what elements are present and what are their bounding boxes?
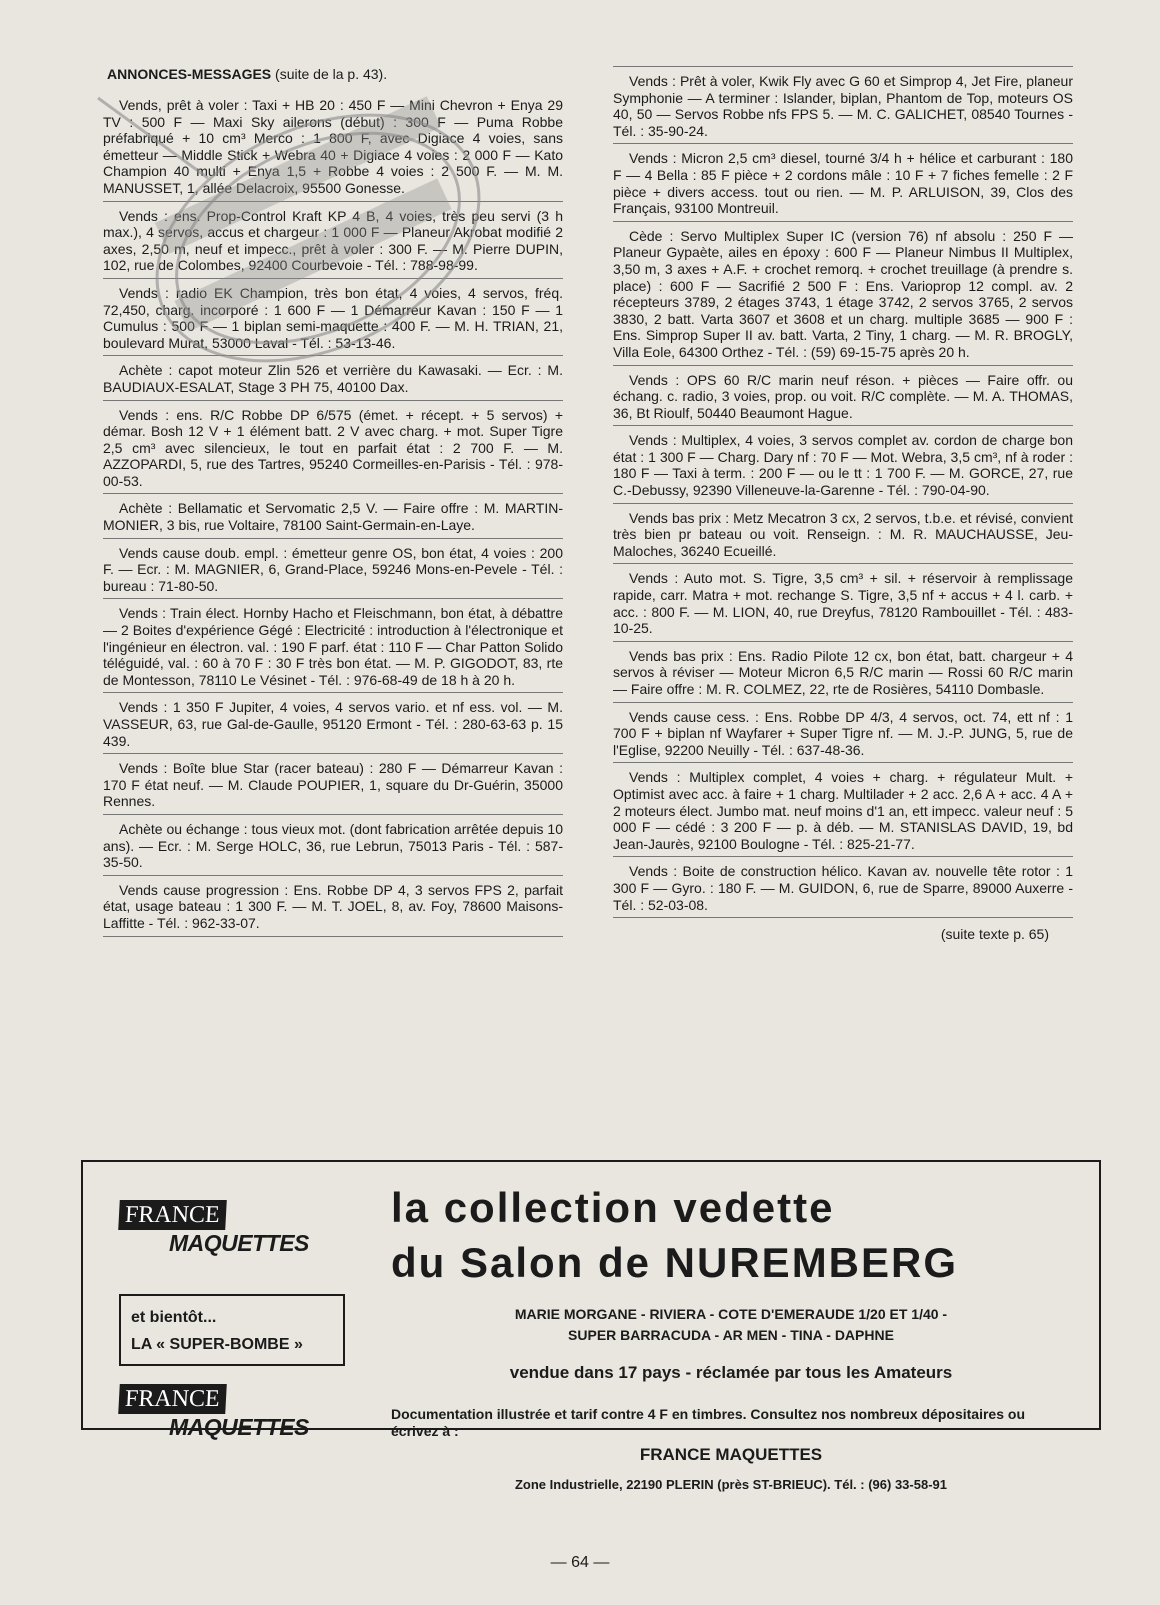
classified-ad xyxy=(103,494,563,538)
headline-line-1: la collection vedette xyxy=(391,1184,835,1231)
classified-ad xyxy=(103,91,563,202)
classified-ad xyxy=(103,279,563,356)
sold-countries: vendue dans 17 pays - réclamée par tous les Amateurs xyxy=(509,1363,953,1382)
france-maquettes-logo xyxy=(119,1200,329,1256)
classified-ad-text: Vends : Prêt à voler, Kwik Fly avec G 60 et Simprop 4, Jet Fire, planeur Symphonie — A terminer : Islander, biplan, Phantom de Top, moteurs OS 40, 50 — Servos Robbe nfs FPS 5. — M. C. GALICHET, 08540 Tournes - Tél. : 35-90-24. xyxy=(613,73,1073,139)
classified-ad-text: Achète : capot moteur Zlin 526 et verrière du Kawasaki. — Ecr. : M. BAUDIAUX-ESALAT, Stage 3 PH 75, 40100 Dax. xyxy=(103,362,563,395)
classified-ad-text: Cède : Servo Multiplex Super IC (version 76) nf absolu : 250 F — Planeur Gypaète, ailes en époxy : 600 F — Planeur Nimbus II Multiplex, 3,50 m, 3 axes + A.F. + crochet remorq. + crochet treuillage (à prendre s. place) : 600 F — Sacrifié 2 500 F : Ens. Varioprop 12 compl. av. 2 récepteurs 3789, 2 étages 3743, 1 étage 3742, 2 servos 3765, 2 servos 3830, 2 batt. Varta 3607 et 3608 et un charg. multiple 3685 — 900 F : Ens. Simprop Super II av. batt. Varta, 2 Tiny, 1 charg. — M. R. BROGLY, Villa Eole, 64300 Orthez - Tél. : (59) 69-15-75 après 20 h. xyxy=(613,227,1073,360)
super-bombe-box xyxy=(119,1294,345,1366)
classified-ad xyxy=(613,426,1073,503)
france-maquettes-advertisement xyxy=(81,1160,1101,1492)
soon-line: et bientôt... xyxy=(131,1309,217,1326)
model-list-line-1: MARIE MORGANE - RIVIERA - COTE D'EMERAUDE 1/20 ET 1/40 - xyxy=(514,1306,948,1322)
logo-word-maquettes: MAQUETTES xyxy=(169,1230,309,1256)
left-ads-list xyxy=(103,91,563,937)
classified-ad xyxy=(103,401,563,495)
documentation-note: Documentation illustrée et tarif contre 4 F en timbres. Consultez nos nombreux dépositaires ou écrivez à : xyxy=(391,1406,1025,1439)
continued-note: (suite texte p. 65) xyxy=(940,926,1049,943)
page-number: — 64 — xyxy=(550,1554,610,1571)
classified-ad-text: Vends : Micron 2,5 cm³ diesel, tourné 3/4 h + hélice et carburant : 180 F — 4 Bella : 85 F pièce + 2 cordons mâle : 10 F + 7 fiches femelle : 2 F pièce + divers access. tout ou rien. — M. P. ARLUISON, 39, Clos des Français, 93100 Montreuil. xyxy=(613,150,1073,217)
classified-ad xyxy=(103,754,563,815)
classified-ad xyxy=(613,366,1073,427)
classified-ad xyxy=(613,222,1073,366)
classified-ad-text: Vends : Boîte blue Star (racer bateau) : 280 F — Démarreur Kavan : 170 F état neuf. — M. Claude POUPIER, 1, square du Dr-Guérin, 35000 Rennes. xyxy=(103,760,563,810)
logo-word-france: FRANCE xyxy=(118,1200,226,1230)
classified-ad-text: Achète ou échange : tous vieux mot. (dont fabrication arrêtée depuis 10 ans). — Ecr. : M. Serge HOLC, 36, rue Lebrun, 75013 Paris - Tél. : 587-35-50. xyxy=(103,820,563,871)
classified-ad xyxy=(103,693,563,754)
right-ads-list xyxy=(613,66,1073,918)
classified-ad xyxy=(103,539,563,600)
classified-ad-text: Achète : Bellamatic et Servomatic 2,5 V. — Faire offre : M. MARTIN-MONIER, 3 bis, rue Voltaire, 78100 Saint-Germain-en-Laye. xyxy=(103,500,563,534)
model-list-line-2: SUPER BARRACUDA - AR MEN - TINA - DAPHNE xyxy=(568,1327,894,1343)
classified-ad xyxy=(103,876,563,937)
classified-ad xyxy=(103,202,563,279)
classified-ad-text: Vends : 1 350 F Jupiter, 4 voies, 4 servos vario. et nf ess. vol. — M. VASSEUR, 63, rue Gal-de-Gaulle, 95120 Ermont - Tél. : 280-63-63 p. 15 439. xyxy=(103,699,563,749)
classified-ad-text: Vends : OPS 60 R/C marin neuf réson. + pièces — Faire offr. ou échang. c. radio, 3 voies, prop. ou voit. R/C complète. — M. A. THOMAS, 36, Bt Rioulf, 50440 Beaumont Hague. xyxy=(613,371,1073,421)
classified-ad xyxy=(103,599,563,693)
classified-ad xyxy=(613,857,1073,918)
classified-ad-text: Vends : radio EK Champion, très bon état, 4 voies, 4 servos, fréq. 72,450, charg. incorporé : 1 600 F — 1 Démarreur Kavan : 150 F — 1 Cumulus : 500 F — 1 biplan semi-maquette : 400 F. — M. H. TRIAN, 21, boulevard Murat, 53000 Laval - Tél. : 53-13-46. xyxy=(103,284,563,351)
classified-ad xyxy=(103,815,563,876)
classified-ad-text: Vends : Multiplex, 4 voies, 3 servos complet av. cordon de charge bon état : 1 300 F — Charg. Dary nf : 70 F — Mot. Webra, 3,5 cm³, nf à roder : 180 F — Taxi à term. : 200 F — ou le tt : 1 700 F. — M. GORCE, 27, rue C.-Debussy, 92390 Villeneuve-la-Garenne - Tél. : 790-04-90. xyxy=(613,432,1073,499)
section-title: ANNONCES-MESSAGES (suite de la p. 43). xyxy=(107,66,388,82)
classified-ad-text: Vends : Boite de construction hélico. Kavan av. nouvelle tête rotor : 1 300 F — Gyro. : 180 F. — M. GUIDON, 6, rue de Sparre, 89000 Auxerre - Tél. : 52-03-08. xyxy=(613,863,1073,913)
classified-ad-text: Vends : Train élect. Hornby Hacho et Fleischmann, bon état, à débattre — 2 Boites d'expérience Gégé : Electricité : introduction à l'électronique et l'ingénieur en électron. val. : 190 F parf. état : 110 F — Char Patton Solido téléguidé, val. : 60 à 70 F : 30 F très bon état. — M. P. GIGODOT, 83, rte de Montesson, 78110 Le Vésinet - Tél. : 976-68-49 de 18 h à 20 h. xyxy=(103,605,563,688)
company-name: FRANCE MAQUETTES xyxy=(639,1445,823,1464)
company-address: Zone Industrielle, 22190 PLERIN (près ST-BRIEUC). Tél. : (96) 33-58-91 xyxy=(514,1477,947,1492)
classified-ad-text: Vends cause doub. empl. : émetteur genre OS, bon état, 4 voies : 200 F. — Ecr. : M. MAGNIER, 6, Grand-Place, 59246 Mons-en-Pevele - Tél. : bureau : 71-80-50. xyxy=(103,544,563,594)
classified-ad xyxy=(613,763,1073,857)
classified-ad-text: Vends cause progression : Ens. Robbe DP 4, 3 servos FPS 2, parfait état, usage bateau : 1 300 F. — M. T. JOEL, 8, av. Foy, 78600 Maisons-Laffitte - Tél. : 962-33-07. xyxy=(103,881,563,931)
left-column xyxy=(103,66,563,937)
headline-line-2: du Salon de NUREMBERG xyxy=(391,1239,959,1286)
classified-ad-text: Vends bas prix : Ens. Radio Pilote 12 cx, bon état, batt. chargeur + 4 servos à réviser — Moteur Micron 6,5 R/C marin — Rossi 60 R/C marin — Faire offre : M. R. COLMEZ, 22, rte de Rosières, 54110 Dombasle. xyxy=(613,647,1073,697)
logo-word-france: FRANCE xyxy=(118,1384,226,1414)
classified-ad-text: Vends, prêt à voler : Taxi + HB 20 : 450 F — Mini Chevron + Enya 29 TV : 500 F — Maxi Sky ailerons (début) : 300 F — Puma Robbe préfabriqué + 10 cm³ Merco : 1 800 F, avec Digiace 4 voies, sans émetteur — Middle Stick + Webra 40 + Digiace 4 voies : 2 000 F — Kato Champion 40 multi + Enya 1,5 + Robbe 4 voies : 2 500 F. — M. M. MANUSSET, 1, allée Delacroix, 95500 Gonesse. xyxy=(103,97,563,196)
classified-ad-text: Vends cause cess. : Ens. Robbe DP 4/3, 4 servos, oct. 74, ett nf : 1 700 F + biplan nf Wayfarer + Super Tigre nf. — M. J.-P. JUNG, 5, rue de l'Eglise, 92200 Neuilly - Tél. : 637-48-36. xyxy=(613,708,1073,758)
logo-word-maquettes: MAQUETTES xyxy=(169,1414,309,1440)
super-bombe-line: LA « SUPER-BOMBE » xyxy=(131,1336,303,1353)
right-column xyxy=(613,66,1073,943)
france-maquettes-logo-bottom xyxy=(119,1384,329,1440)
model-list xyxy=(391,1304,1071,1346)
classified-ad xyxy=(613,642,1073,703)
ad-headline xyxy=(391,1180,1071,1290)
classified-ad xyxy=(613,564,1073,641)
classified-ad xyxy=(613,504,1073,565)
classified-ad xyxy=(613,703,1073,764)
classified-ad-text: Vends : ens. R/C Robbe DP 6/575 (émet. + récept. + 5 servos) + démar. Bosh 12 V + 1 élément batt. 2 V avec charg. + mot. Super Tigre 2,5 cm³ avec silencieux, le tout en parfait état : 2 700 F. — M. AZZOPARDI, 5, rue des Tartres, 95240 Cormeilles-en-Parisis - Tél. : 978-00-53. xyxy=(103,406,563,489)
classified-ad xyxy=(613,66,1073,144)
classified-ad-text: Vends : Multiplex complet, 4 voies + charg. + régulateur Mult. + Optimist avec acc. à faire + 1 charg. Multilader + 2 acc. 2,6 A + acc. 4 A + 2 moteurs élect. Jumbo mat. neuf moins d'1 an, ett impecc. valeur neuf : 5 000 F — cédé : 3 200 F — p. à déb. — M. STANISLAS DAVID, 19, bd Jean-Jaurès, 92100 Boulogne - Tél. : 825-21-77. xyxy=(613,769,1073,852)
classified-ad-text: Vends : ens. Prop-Control Kraft KP 4 B, 4 voies, très peu servi (3 h max.), 4 servos, accus et chargeur : 1 000 F — Planeur Akrobat modifié 2 axes, 2,50 m, neuf et impecc., prêt à voler : 300 F. — M. Pierre DUPIN, 102, rue de Colombes, 92400 Courbevoie - Tél. : 788-98-99. xyxy=(103,207,563,274)
classified-ad xyxy=(613,144,1073,221)
classified-ad-text: Vends : Auto mot. S. Tigre, 3,5 cm³ + sil. + réservoir à remplissage rapide, carr. Matra + mot. rechange S. Tigre, 3,5 nf + accus + 4 l. carb. + acc. : 800 F. — M. LION, 40, rue Dreyfus, 78120 Rambouillet - Tél. : 483-10-25. xyxy=(613,570,1073,637)
classified-ad-text: Vends bas prix : Metz Mecatron 3 cx, 2 servos, t.b.e. et révisé, convient très bien pr bateau ou voit. Renseign. : M. R. MAUCHAUSSE, Jeu-Maloches, 36240 Ecueillé. xyxy=(613,509,1073,559)
classified-ad xyxy=(103,356,563,400)
